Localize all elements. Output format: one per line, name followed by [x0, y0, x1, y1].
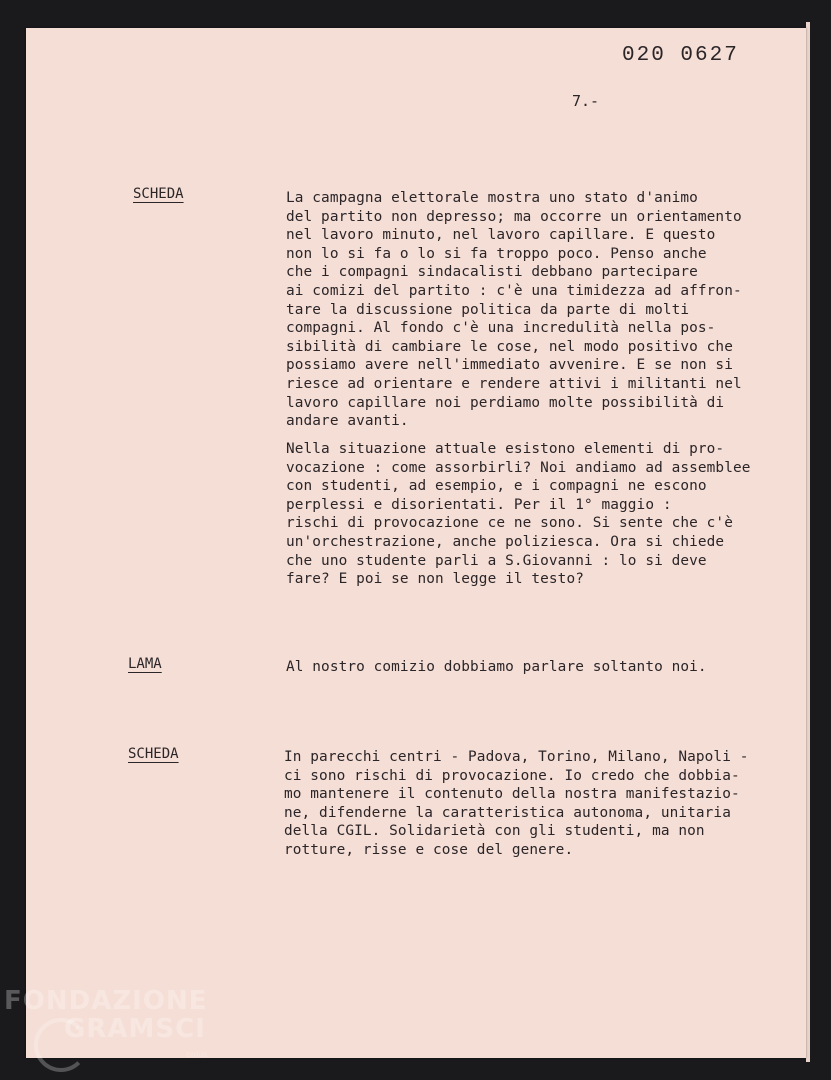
watermark-line1: FONDAZIONE: [4, 986, 208, 1016]
watermark-sub: onlus: [186, 1050, 208, 1059]
document-number: 020 0627: [622, 44, 739, 67]
page-number: 7.-: [572, 92, 600, 110]
paper-edge: [806, 22, 810, 1062]
speaker-label: SCHEDA: [133, 186, 184, 202]
speech-paragraph: Al nostro comizio dobbiamo parlare soltanto noi.: [286, 659, 707, 675]
speech-paragraph: In parecchi centri - Padova, Torino, Milano, Napoli - ci sono rischi di provocazione. Io credo che dobbia- mo mantenere il contenuto della nostra manifestazio- ne, difenderne la caratteristica autonoma, unitaria della CGIL. Solidarietà con gli studenti, ma non rotture, risse e cose del genere.: [284, 749, 749, 858]
watermark-line2: GRAMSCI: [64, 1014, 206, 1044]
speaker-label: LAMA: [128, 656, 162, 672]
speech-paragraph: La campagna elettorale mostra uno stato d'animo del partito non depresso; ma occorre un orientamento nel lavoro minuto, nel lavoro capillare. E questo non lo si fa o lo si fa troppo poco. Penso anche che i compagni sindacalisti debbano partecipare ai comizi del partito : c'è una timidezza ad affron- tare la discussione politica da parte di molti compagni. Al fondo c'è una incredulità nella pos- sibilità di cambiare le cose, nel modo positivo che possiamo avere nell'immediato avvenire. E se non si riesce ad orientare e rendere attivi i militanti nel lavoro capillare noi perdiamo molte possibilità di andare avanti.: [286, 190, 742, 430]
archive-watermark: [4, 988, 207, 1042]
speech-paragraph: Nella situazione attuale esistono elementi di pro- vocazione : come assorbirli? Noi andiamo ad assemblee con studenti, ad esempio, e i compagni ne escono perplessi e disorientati. Per il 1° maggio : rischi di provocazione ce ne sono. Si sente che c'è un'orchestrazione, anche poliziesca. Ora si chiede che uno studente parli a S.Giovanni : lo si deve fare? E poi se non legge il testo?: [286, 441, 751, 588]
speaker-label: SCHEDA: [128, 746, 179, 762]
